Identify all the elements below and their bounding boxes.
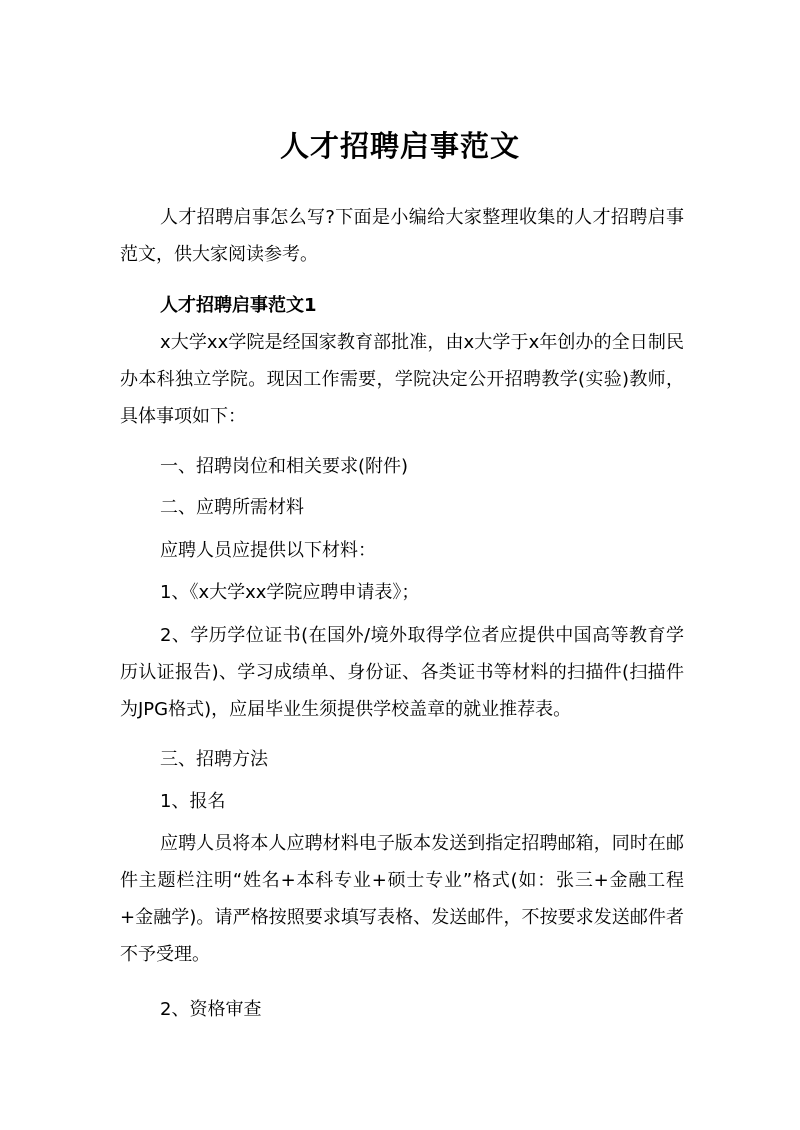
body-paragraph: 应聘人员将本人应聘材料电子版本发送到指定招聘邮箱，同时在邮件主题栏注明“姓名+本科专业+硕士专业”格式(如：张三+金融工程+金融学)。请严格按照要求填写表格、发送邮件，不按要求发送邮件者不予受理。 (120, 833, 684, 965)
list-heading: 2、资格审查 (160, 999, 262, 1020)
body-paragraph: x大学xx学院是经国家教育部批准，由x大学于x年创办的全日制民办本科独立学院。现因工作需要，学院决定公开招聘教学(实验)教师，具体事项如下： (120, 332, 684, 427)
list-item: 1、《x大学xx学院应聘申请表》； (160, 582, 420, 603)
intro-paragraph: 人才招聘启事怎么写?下面是小编给大家整理收集的人才招聘启事范文，供大家阅读参考。 (120, 207, 684, 265)
list-heading: 三、招聘方法 (160, 749, 268, 770)
list-heading: 一、招聘岗位和相关要求(附件) (160, 456, 409, 477)
body-paragraph: 应聘人员应提供以下材料： (160, 540, 376, 561)
section-heading: 人才招聘启事范文1 (160, 295, 317, 316)
list-heading: 二、应聘所需材料 (160, 497, 304, 518)
list-heading: 1、报名 (160, 791, 226, 812)
list-item: 2、学历学位证书(在国外/境外取得学位者应提供中国高等教育学历认证报告)、学习成绩单、身份证、各类证书等材料的扫描件(扫描件为JPG格式)，应届毕业生须提供学校盖章的就业推荐表。 (120, 625, 684, 720)
document-title: 人才招聘启事范文 (279, 129, 520, 163)
